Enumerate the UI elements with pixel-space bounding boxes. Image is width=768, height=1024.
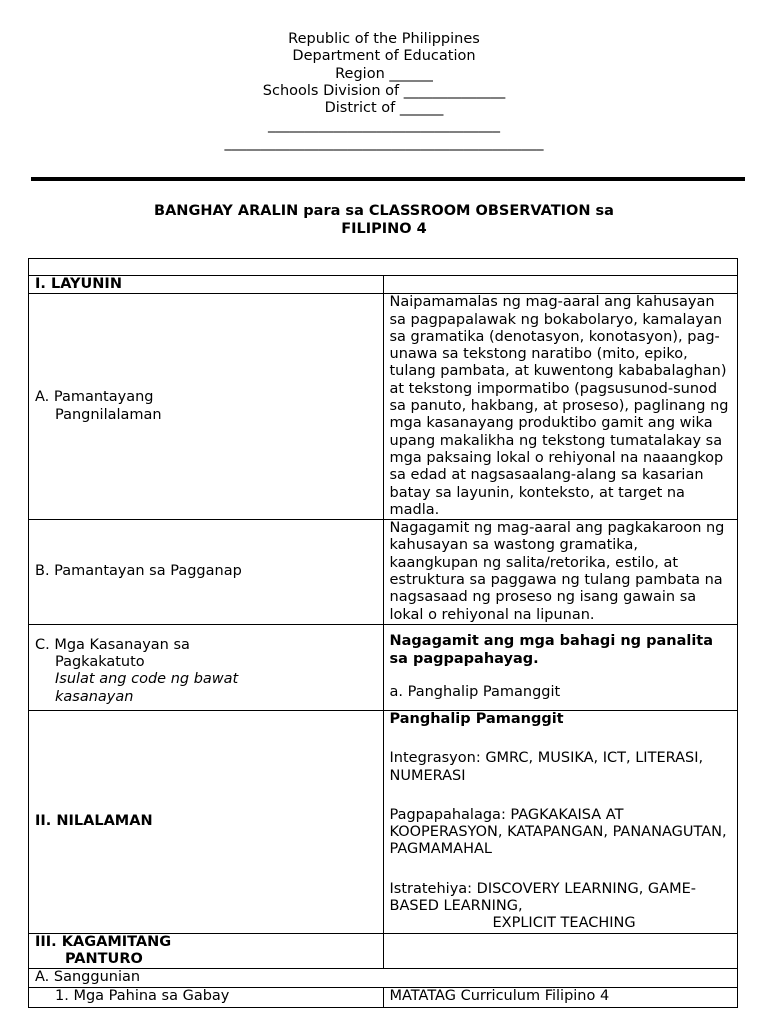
lesson-plan-table [28,258,738,1008]
header-blank-line-1: ________________________________ [268,117,500,134]
table-row-nilalaman [29,710,738,933]
nilalaman-text [383,710,738,933]
header-blank-line-2: ____________________________________________ [224,134,544,151]
document-header [0,31,768,152]
pamantayang-pangnilalaman-label [29,294,384,520]
kasanayan-text [383,624,738,710]
header-division: Schools Division of ______________ [262,82,506,99]
kagamitan-line-2: PANTURO [65,950,143,967]
table-row-pahina-gabay [29,987,738,1007]
sanggunian-label: A. Sanggunian [29,969,738,987]
title-line-2: FILIPINO 4 [341,221,427,237]
kasanayan-label [29,624,384,710]
kagamitang-panturo-empty [383,933,738,969]
a-label-line-2: Pangnilalaman [55,406,162,423]
nilalaman-explicit-teaching: EXPLICIT TEACHING [492,915,636,932]
pamantayan-pagganap-label: B. Pamantayan sa Pagganap [29,520,384,625]
layunin-empty-cell [383,276,738,294]
c-label-line-3: Isulat ang code ng bawat [55,671,239,688]
table-row-layunin [29,276,738,294]
kagamitang-panturo-heading [29,933,384,969]
header-department: Department of Education [292,48,476,65]
title-line-1: BANGHAY ARALIN para sa CLASSROOM OBSERVATION sa [154,203,614,219]
pamantayan-pagganap-text: Nagagamit ng mag-aaral ang pagkakaroon ng kahusayan sa wastong gramatika, kaangkupan ng salita/retorika, estilo, at estruktura sa paggawa ng tulang pambata na nagsasaad ng proseso ng isang gawain sa lokal o rehiyonal na lipunan. [383,520,738,625]
header-divider [31,177,745,181]
c-label-line-1: C. Mga Kasanayan sa [35,636,190,653]
c-label-line-4: kasanayan [55,688,134,705]
table-row-pamantayang-pangnilalaman [29,294,738,520]
a-label-line-1: A. Pamantayang [35,389,154,406]
nilalaman-pagpapahalaga: Pagpapahalaga: PAGKAKAISA AT KOOPERASYON, KATAPANGAN, PANANAGUTAN, PAGMAMAHAL [389,806,727,858]
header-region: Region ______ [335,65,433,82]
nilalaman-integrasyon: Integrasyon: GMRC, MUSIKA, ICT, LITERASI, NUMERASI [389,750,704,784]
kagamitan-line-1: III. KAGAMITANG [35,933,172,950]
table-row-pamantayan-pagganap [29,520,738,625]
pamantayang-pangnilalaman-text: Naipamamalas ng mag-aaral ang kahusayan sa pagpapalawak ng bokabolaryo, kamalayan sa gramatika (denotasyon, konotasyon), pag-unawa sa tekstong naratibo (mito, epiko, tulang pambata, at kuwentong kababalaghan) at tekstong impormatibo (pagsusunod-sunod sa panuto, hakbang, at proseso), paglinang ng mga kasanayang produktibo gamit ang wika upang makalikha ng tekstong tumatalakay sa mga paksaing lokal o rehiyonal na naaangkop sa edad at nagsasaalang-alang sa kasarian batay sa layunin, konteksto, at target na madla. [383,294,738,520]
pahina-gabay-label: 1. Mga Pahina sa Gabay [29,987,384,1007]
empty-cell [29,259,738,276]
table-row-kagamitang-panturo [29,933,738,969]
nilalaman-istratehiya: Istratehiya: DISCOVERY LEARNING, GAME-BASED LEARNING, [389,880,696,915]
document-title [0,202,768,238]
pahina-gabay-value: MATATAG Curriculum Filipino 4 [383,987,738,1007]
header-district: District of ______ [324,100,444,117]
kasanayan-item: a. Panghalip Pamanggit [389,684,561,701]
nilalaman-heading: II. NILALAMAN [29,710,384,933]
header-republic: Republic of the Philippines [288,31,480,47]
nilalaman-title: Panghalip Pamanggit [389,710,564,727]
c-label-line-2: Pagkakatuto [55,654,145,671]
layunin-heading: I. LAYUNIN [29,276,384,294]
table-row-empty [29,259,738,276]
table-row-kasanayan [29,624,738,710]
table-row-sanggunian [29,969,738,987]
kasanayan-bold-text: Nagagamit ang mga bahagi ng panalita sa pagpapahayag. [389,633,714,667]
